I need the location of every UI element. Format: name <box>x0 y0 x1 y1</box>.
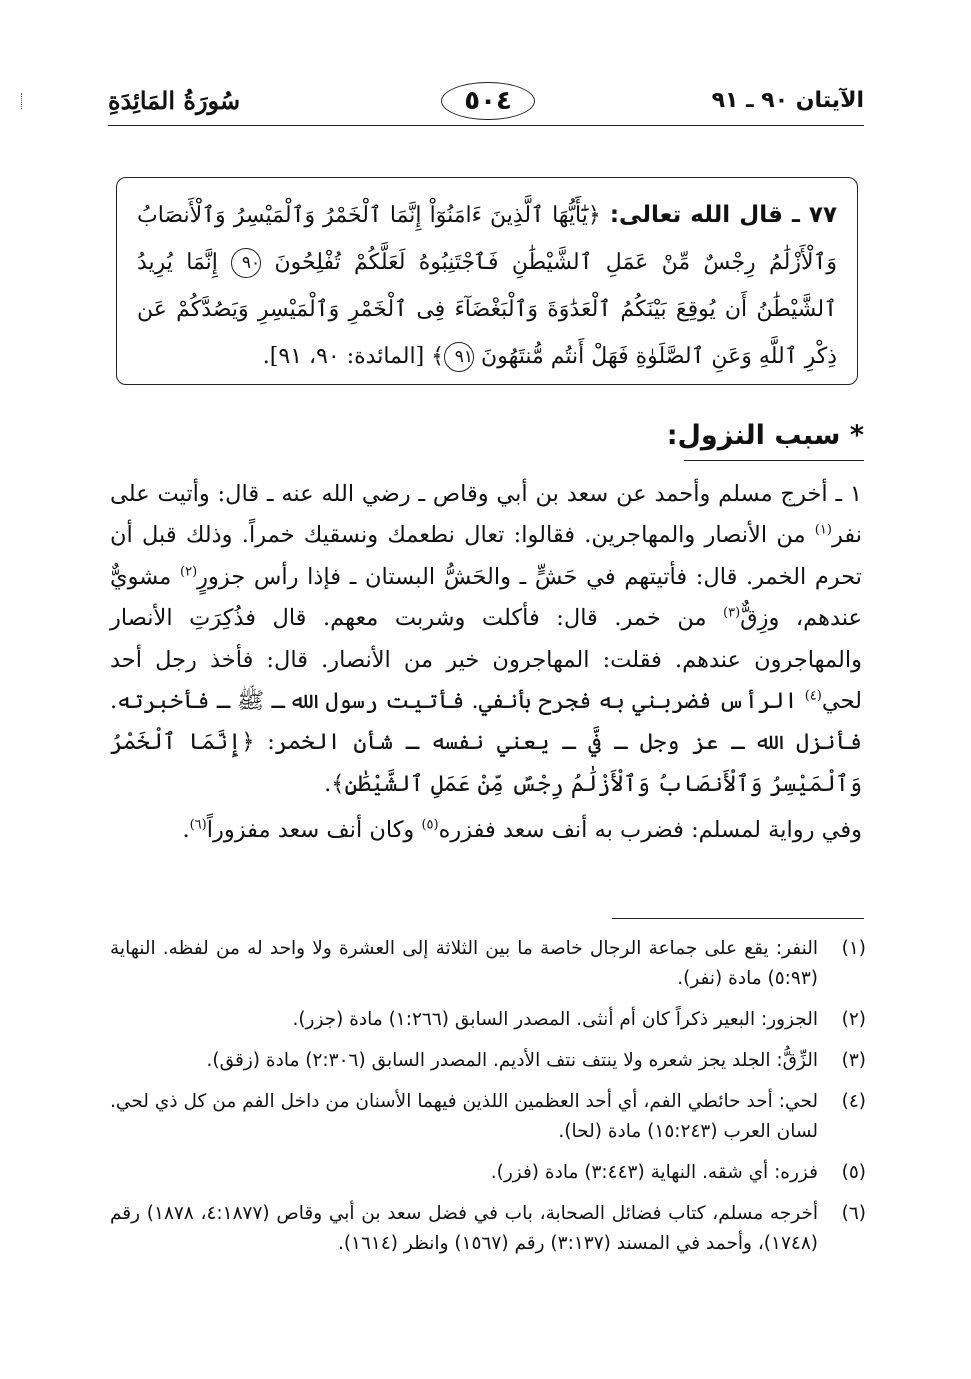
footnote-ref-4[interactable]: (٤) <box>804 688 822 704</box>
quoted-verse: ﴿إِنَّمَا ٱلْخَمْرُ وَٱلْمَيْسِرُ وَٱلْأَنصَابُ وَٱلْأَزْلَٰمُ رِجْسٌ مِّنْ عَمَلِ ٱلشَّيْطَٰنِ﴾. <box>110 729 862 797</box>
footnote-text: النفر: يقع على جماعة الرجال خاصة ما بين الثلاثة إلى العشرة ولا واحد له من لفظه. النهاية (٥:٩٣) مادة (نفر). <box>110 938 818 989</box>
page-number: ٥٠٤ <box>441 82 535 120</box>
paragraph-2 <box>110 810 862 851</box>
ayah-91-marker: ٩١ <box>444 342 474 372</box>
paragraph-1-part-1: ١ ـ أخرج مسلم وأحمد عن سعد بن أبي وقاص ـ رضي الله عنه ـ قال: وأتيت على نفر <box>110 481 862 549</box>
verse-part-1: ﴿يَٰٓأَيُّهَا ٱلَّذِينَ ءَامَنُوٓاْ إِنَّمَا ٱلْخَمْرُ وَٱلْمَيْسِرُ وَٱلْأَنصَابُ وَٱلْأَزْلَٰمُ رِجْسٌ مِّنْ عَمَلِ ٱلشَّيْطَٰنِ فَٱجْتَنِبُوهُ لَعَلَّكُمْ تُفْلِحُونَ <box>137 203 838 275</box>
margin-mark <box>21 93 22 109</box>
quran-verse-box <box>116 177 858 385</box>
paragraph-2-part-2: وكان أنف سعد مفزوراً <box>206 817 422 843</box>
footnote-item <box>110 1046 866 1076</box>
verse-reference: ﴾ [المائدة: ٩٠، ٩١]. <box>262 344 445 369</box>
header-surah-name: سُورَةُ المَائِدَةِ <box>108 86 241 115</box>
quran-verse-text <box>137 192 837 380</box>
footnote-item <box>110 1158 866 1188</box>
page-header <box>108 82 864 126</box>
footnote-text: لحي: أحد حائطي الفم، أي أحد العظمين اللذين فيهما الأسنان من داخل الفم من كل ذي لحي. لسان العرب (١٥:٢٤٣) مادة (لحا). <box>110 1091 818 1142</box>
ayah-90-marker: ٩٠ <box>231 248 261 278</box>
footnote-divider <box>612 918 864 919</box>
section-heading: * سبب النزول: <box>666 420 864 451</box>
footnote-text: الزِّقُّ: الجلد يجز شعره ولا ينتف نتف الأديم. المصدر السابق (٢:٣٠٦) مادة (زقق). <box>206 1050 818 1071</box>
footnote-item <box>110 1199 866 1259</box>
footnote-ref-1[interactable]: (١) <box>814 522 832 538</box>
footnote-ref-2[interactable]: (٢) <box>180 564 198 580</box>
footnote-text: الجزور: البعير ذكراً كان أم أنثى. المصدر السابق (١:٢٦٦) مادة (جزر). <box>292 1009 818 1030</box>
paragraph-2-part-3: . <box>182 817 190 843</box>
footnote-item <box>110 934 866 994</box>
heading-underline <box>684 460 864 461</box>
footnote-number: (٣) <box>841 1050 866 1071</box>
header-divider <box>108 125 864 126</box>
footnotes <box>110 934 866 1270</box>
paragraph-2-part-1: وفي رواية لمسلم: فضرب به أنف سعد ففزره <box>438 817 862 843</box>
paragraph-1-part-5: الرأس فضربني به فجرح بأنفي. فأتيت رسول الله ـ ﷺ ـ فأخبرته. فأنزل الله ـ عز وجل ـ فيَّ ـ يعني نفسه ـ شأن الخمر: <box>110 688 862 756</box>
footnote-text: فزره: أي شقه. النهاية (٣:٤٤٣) مادة (فزر). <box>490 1162 818 1183</box>
footnote-item <box>110 1087 866 1147</box>
footnote-ref-5[interactable]: (٥) <box>421 817 439 833</box>
footnote-item <box>110 1005 866 1035</box>
footnote-number: (١) <box>841 938 866 959</box>
paragraph-1-part-3: مشويٌّ عندهم، وزِقٌّ <box>110 563 862 632</box>
paragraph-1 <box>110 474 862 805</box>
footnote-number: (٥) <box>841 1162 866 1183</box>
footnote-number: (٤) <box>841 1091 866 1112</box>
paragraph-1-part-2: من الأنصار والمهاجرين. فقالوا: تعال نطعمك ونسقيك خمراً. وذلك قبل أن تحرم الخمر. قال: فأتيتهم في حَشٍّ ـ والحَشُّ البستان ـ فإذا رأس جزورٍ <box>110 522 862 590</box>
paragraph-1-part-4: من خمر. قال: فأكلت وشربت معهم. قال فذُكِرَتِ الأنصار والمهاجرون عندهم. فقلت: المهاجرون خير من الأنصار. قال: فأخذ رجل أحد لحي <box>110 605 862 715</box>
footnote-number: (٢) <box>841 1009 866 1030</box>
header-verses-label: الآيتان ٩٠ ـ ٩١ <box>711 88 864 113</box>
hadith-number-label: ٧٧ ـ قال الله تعالى: <box>600 202 837 228</box>
verse-part-2: إِنَّمَا يُرِيدُ ٱلشَّيْطَٰنُ أَن يُوقِعَ بَيْنَكُمُ ٱلْعَدَٰوَةَ وَٱلْبَغْضَآءَ فِى ٱلْخَمْرِ وَٱلْمَيْسِرِ وَيَصُدَّكُمْ عَن ذِكْرِ ٱللَّهِ وَعَنِ ٱلصَّلَوٰةِ فَهَلْ أَنتُم مُّنتَهُونَ <box>137 250 837 369</box>
footnote-ref-3[interactable]: (٣) <box>723 605 741 621</box>
footnote-text: أخرجه مسلم، كتاب فضائل الصحابة، باب في فضل سعد بن أبي وقاص (٤:١٨٧٧، ١٨٧٨) رقم (١٧٤٨)، وأحمد في المسند (٣:١٣٧) رقم (١٥٦٧) وانظر (١٦١٤). <box>110 1203 818 1254</box>
footnote-number: (٦) <box>841 1203 866 1224</box>
footnote-ref-6[interactable]: (٦) <box>189 817 207 833</box>
